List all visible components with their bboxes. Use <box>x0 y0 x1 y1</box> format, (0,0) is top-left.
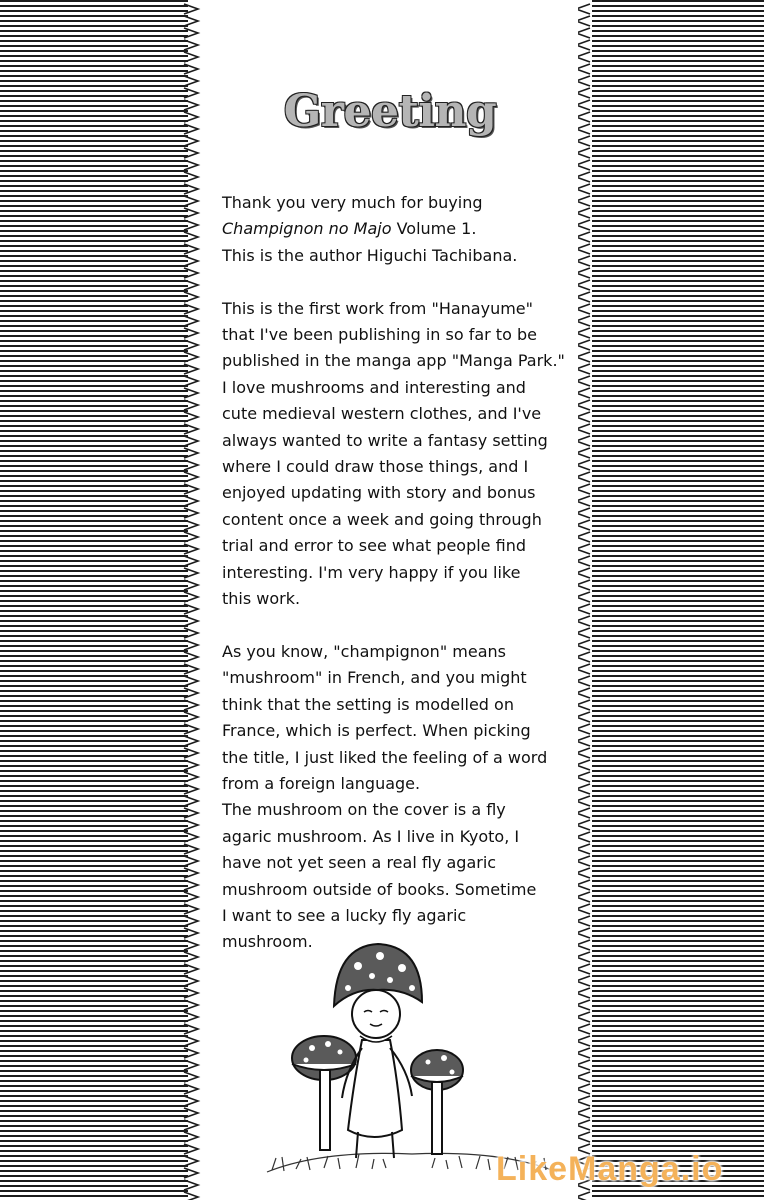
page-title: Greeting <box>283 86 497 137</box>
text-line: mushroom outside of books. Sometime <box>222 879 537 899</box>
greeting-body <box>222 190 572 982</box>
text-line: published in the manga app "Manga Park." <box>222 351 565 371</box>
text-line: I love mushrooms and interesting and <box>222 377 526 397</box>
text-line: This is the author Higuchi Tachibana. <box>222 245 518 265</box>
text-line: content once a week and going through <box>222 509 542 529</box>
text-line <box>222 216 572 242</box>
paragraph <box>222 190 572 269</box>
text-line: mushroom. <box>222 932 313 952</box>
text-line: The mushroom on the cover is a fly <box>222 800 506 820</box>
text-line: cute medieval western clothes, and I've <box>222 404 542 424</box>
text-line: always wanted to write a fantasy setting <box>222 430 548 450</box>
text-line: As you know, "champignon" means <box>222 641 506 661</box>
text-line: think that the setting is modelled on <box>222 694 514 714</box>
small-mushroom-right <box>411 1050 463 1154</box>
text-fragment: Volume 1. <box>391 219 477 239</box>
site-watermark: LikeManga.io <box>496 1150 724 1188</box>
text-line: France, which is perfect. When picking <box>222 721 531 741</box>
striped-border-right <box>592 0 764 1200</box>
text-line: "mushroom" in French, and you might <box>222 668 527 688</box>
fringe-left <box>180 0 202 1200</box>
small-mushroom-left <box>292 1036 356 1150</box>
text-line: from a foreign language. <box>222 773 421 793</box>
text-line: interesting. I'm very happy if you like <box>222 562 521 582</box>
book-title: Champignon no Majo <box>222 219 392 239</box>
text-line: where I could draw those things, and I <box>222 457 529 477</box>
text-line: Thank you very much for buying <box>222 193 483 212</box>
text-line: that I've been publishing in so far to be <box>222 325 537 345</box>
text-line: trial and error to see what people find <box>222 536 526 556</box>
text-line: This is the first work from "Hanayume" <box>222 298 534 318</box>
paragraph <box>222 296 572 613</box>
paragraph <box>222 639 572 956</box>
text-line: I want to see a lucky fly agaric <box>222 905 467 925</box>
text-line: enjoyed updating with story and bonus <box>222 483 536 503</box>
text-line: agaric mushroom. As I live in Kyoto, I <box>222 826 520 846</box>
striped-border-left <box>0 0 188 1200</box>
mushroom-girl-illustration <box>262 940 562 1180</box>
text-line: have not yet seen a real fly agaric <box>222 853 497 873</box>
text-line: the title, I just liked the feeling of a word <box>222 747 548 767</box>
text-line: this work. <box>222 589 301 609</box>
